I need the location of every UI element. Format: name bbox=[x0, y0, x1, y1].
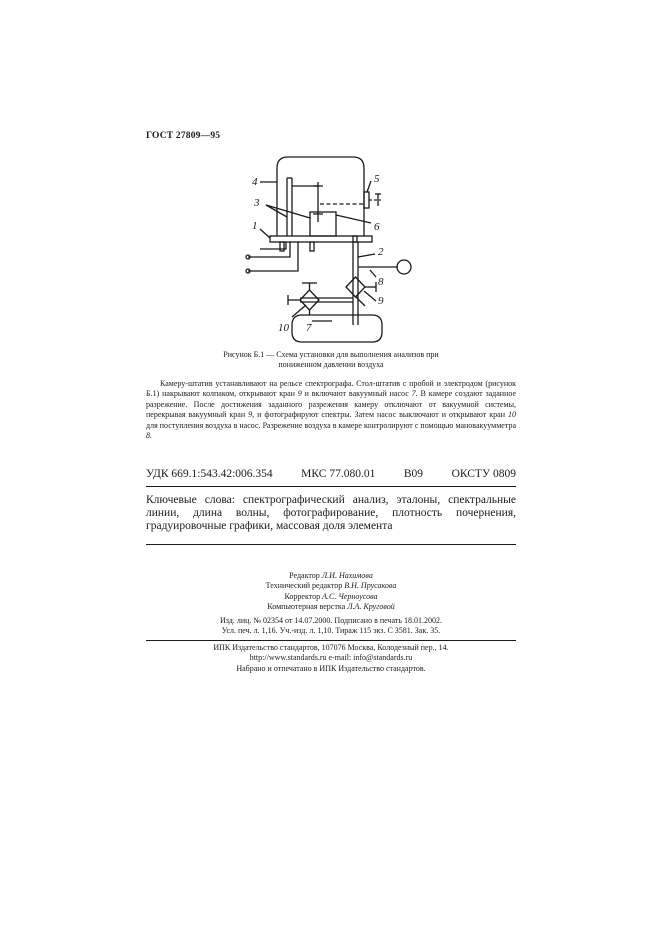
okstu-code: ОКСТУ 0809 bbox=[451, 468, 516, 480]
divider bbox=[146, 640, 516, 641]
figure-caption bbox=[146, 350, 516, 370]
figure-label-4: 4 bbox=[252, 176, 258, 188]
paragraph-text: и включают вакуумный насос bbox=[301, 389, 412, 399]
ref-valve-9: 9, bbox=[248, 410, 255, 420]
divider bbox=[146, 486, 516, 487]
udk-code: УДК 669.1:543.42:006.354 bbox=[146, 468, 273, 480]
publisher-info bbox=[146, 643, 516, 674]
group-code: В09 bbox=[403, 468, 424, 480]
mks-code: МКС 77.080.01 bbox=[301, 468, 376, 480]
figure-label-6: 6 bbox=[374, 221, 380, 233]
credit-editor: Редактор Л.И. Нахимова bbox=[289, 571, 373, 580]
paragraph-text: и фотографируют спектры. Затем насос выключают и открывают кран bbox=[254, 410, 509, 420]
credit-tech-editor: Технический редактор В.Н. Прусакова bbox=[265, 581, 397, 591]
ref-pump-7: 7. bbox=[411, 389, 418, 399]
classification-codes bbox=[146, 468, 516, 480]
ref-valve-10: 10 bbox=[508, 410, 517, 420]
figure-label-5: 5 bbox=[374, 173, 380, 185]
procedure-paragraph bbox=[146, 379, 516, 441]
valve-9 bbox=[346, 277, 365, 297]
document-code: ГОСТ 27809—95 bbox=[146, 131, 221, 141]
figure-caption-line-2: пониженном давлении воздуха bbox=[278, 360, 384, 369]
ref-gauge-8: 8. bbox=[146, 431, 152, 441]
print-info-line-1: Изд. лиц. № 02354 от 14.07.2000. Подписано в печать 18.01.2002. bbox=[219, 616, 443, 625]
figure-label-1: 1 bbox=[252, 220, 258, 232]
figure-label-8: 8 bbox=[378, 276, 384, 288]
figure-label-9: 9 bbox=[378, 295, 384, 307]
figure-caption-line-1: Рисунок Б.1 — Схема установки для выполнения анализов при bbox=[223, 350, 439, 359]
bell-jar bbox=[277, 157, 364, 236]
paragraph-text: для поступления воздуха в насос. Разрежение воздуха в камере контролируют с помощью мановакуумметра bbox=[146, 420, 516, 430]
apparatus-diagram-svg bbox=[240, 150, 430, 345]
vacuum-gauge-8 bbox=[397, 260, 411, 274]
sample-holder bbox=[310, 212, 336, 236]
credit-corrector: Корректор А.С. Черноусова bbox=[284, 591, 378, 601]
credit-layout: Компьютерная верстка Л.А. Круговой bbox=[267, 601, 395, 611]
figure-label-2: 2 bbox=[378, 246, 384, 258]
divider bbox=[146, 544, 516, 545]
print-info-line-2: Усл. печ. л. 1,16. Уч.-изд. л. 1,10. Тираж 115 экз. С 3581. Зак. 35. bbox=[221, 626, 441, 636]
figure-label-3: 3 bbox=[254, 197, 260, 209]
paragraph-text: Камеру-штатив устанавливают на рельсе спектрографа. Стол-штатив с пробой и электродом (рисунок Б.1) накрывают колпаком, открывают кран bbox=[146, 379, 516, 399]
paragraph-text: В камере создают заданное разрежение. После достижения заданного разрежения камеру отключают от вакуумной системы, перекрывая вакуумный кран bbox=[146, 389, 516, 420]
print-info bbox=[146, 616, 516, 637]
figure-label-10: 10 bbox=[278, 322, 289, 334]
figure-label-7: 7 bbox=[306, 322, 312, 334]
ref-valve-9: 9 bbox=[297, 389, 302, 399]
publisher-print-note: Набрано и отпечатано в ИПК Издательство стандартов. bbox=[236, 663, 426, 673]
publisher-web: http://www.standards.ru e-mail: info@standards.ru bbox=[249, 653, 413, 663]
window-5 bbox=[364, 192, 369, 208]
apparatus-diagram bbox=[240, 150, 430, 345]
credits bbox=[146, 571, 516, 612]
publisher-address: ИПК Издательство стандартов, 107076 Москва, Колодезный пер., 14. bbox=[213, 643, 449, 652]
keywords: Ключевые слова: спектрографический анализ, эталоны, спектральные линии, длина волны, фотографирование, плотность почернения, градуировочные графики, массовая доля элемента bbox=[146, 494, 516, 532]
